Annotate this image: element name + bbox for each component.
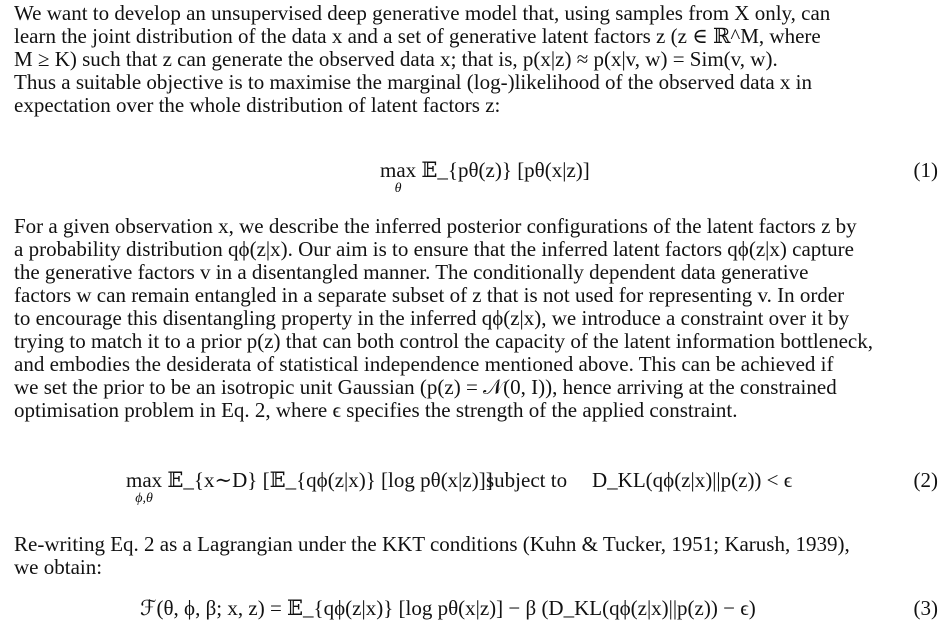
paragraph-2-line-5: to encourage this disentangling property in the inferred qϕ(z|x), we introduce a constraint over it by: [14, 306, 850, 330]
paragraph-2-line-7: and embodies the desiderata of statistical independence mentioned above. This can be achieved if: [14, 352, 834, 376]
equation-3-body: ℱ(θ, ϕ, β; x, z) = 𝔼_{qϕ(z|x)} [log pθ(x|z)] − β (D_KL(qϕ(z|x)||p(z)) − ϵ): [140, 596, 756, 620]
paragraph-3-line-1: Re-writing Eq. 2 as a Lagrangian under the KKT conditions (Kuhn & Tucker, 1951; Karush, 1939),: [14, 532, 850, 556]
paragraph-2-line-4: factors w can remain entangled in a separate subset of z that is not used for representing v. In order: [14, 283, 845, 307]
equation-2-op-subscript: ϕ,θ: [135, 491, 153, 506]
equation-1-operator: [380, 158, 416, 196]
paragraph-1-line-1: We want to develop an unsupervised deep generative model that, using samples from X only, can: [14, 1, 831, 25]
paragraph-2: [14, 215, 938, 422]
equation-2-op: max: [126, 468, 163, 492]
equation-2: [14, 468, 938, 508]
paragraph-2-line-2: a probability distribution qϕ(z|x). Our aim is to ensure that the inferred latent factors qϕ(z|x) capture: [14, 237, 854, 261]
paragraph-1-line-2: learn the joint distribution of the data x and a set of generative latent factors z (z ∈ ℝ^M, where: [14, 24, 821, 48]
equation-2-constraint: D_KL(qϕ(z|x)||p(z)) < ϵ: [592, 468, 793, 492]
paragraph-2-line-1: For a given observation x, we describe the inferred posterior configurations of the latent factors z by: [14, 214, 857, 238]
paragraph-2-line-3: the generative factors v in a disentangled manner. The conditionally dependent data generative: [14, 260, 809, 284]
paragraph-1-line-4: Thus a suitable objective is to maximise the marginal (log-)likelihood of the observed data x in: [14, 70, 812, 94]
equation-1-number: (1): [913, 158, 938, 182]
paragraph-2-line-9: optimisation problem in Eq. 2, where ϵ specifies the strength of the applied constraint.: [14, 398, 738, 422]
paragraph-1: [14, 2, 938, 117]
equation-2-number: (2): [913, 468, 938, 492]
equation-1: [14, 158, 938, 198]
equation-1-op: max: [380, 158, 417, 182]
equation-1-expression: 𝔼_{pθ(z)} [pθ(x|z)]: [416, 158, 590, 182]
paragraph-1-line-3: M ≥ K) such that z can generate the observed data x; that is, p(x|z) ≈ p(x|v, w) = Sim(v, w).: [14, 47, 778, 71]
paragraph-3-line-2: we obtain:: [14, 555, 103, 579]
equation-3-number: (3): [913, 596, 938, 620]
equation-2-expression: 𝔼_{x∼D} [𝔼_{qϕ(z|x)} [log pθ(x|z)]]: [162, 468, 493, 492]
paragraph-2-line-8: we set the prior to be an isotropic unit Gaussian (p(z) = 𝒩(0, I)), hence arriving at the constrained: [14, 375, 837, 399]
equation-2-operator: [126, 468, 162, 506]
equation-2-body: [126, 468, 493, 506]
equation-1-body: [380, 158, 590, 196]
equation-3: [14, 596, 938, 636]
equation-2-constraint-label: subject to: [486, 468, 568, 492]
paragraph-3: [14, 533, 938, 579]
paragraph-1-line-5: expectation over the whole distribution of latent factors z:: [14, 93, 501, 117]
paragraph-2-line-6: trying to match it to a prior p(z) that can both control the capacity of the latent information bottleneck,: [14, 329, 873, 353]
equation-1-op-subscript: θ: [394, 181, 402, 196]
